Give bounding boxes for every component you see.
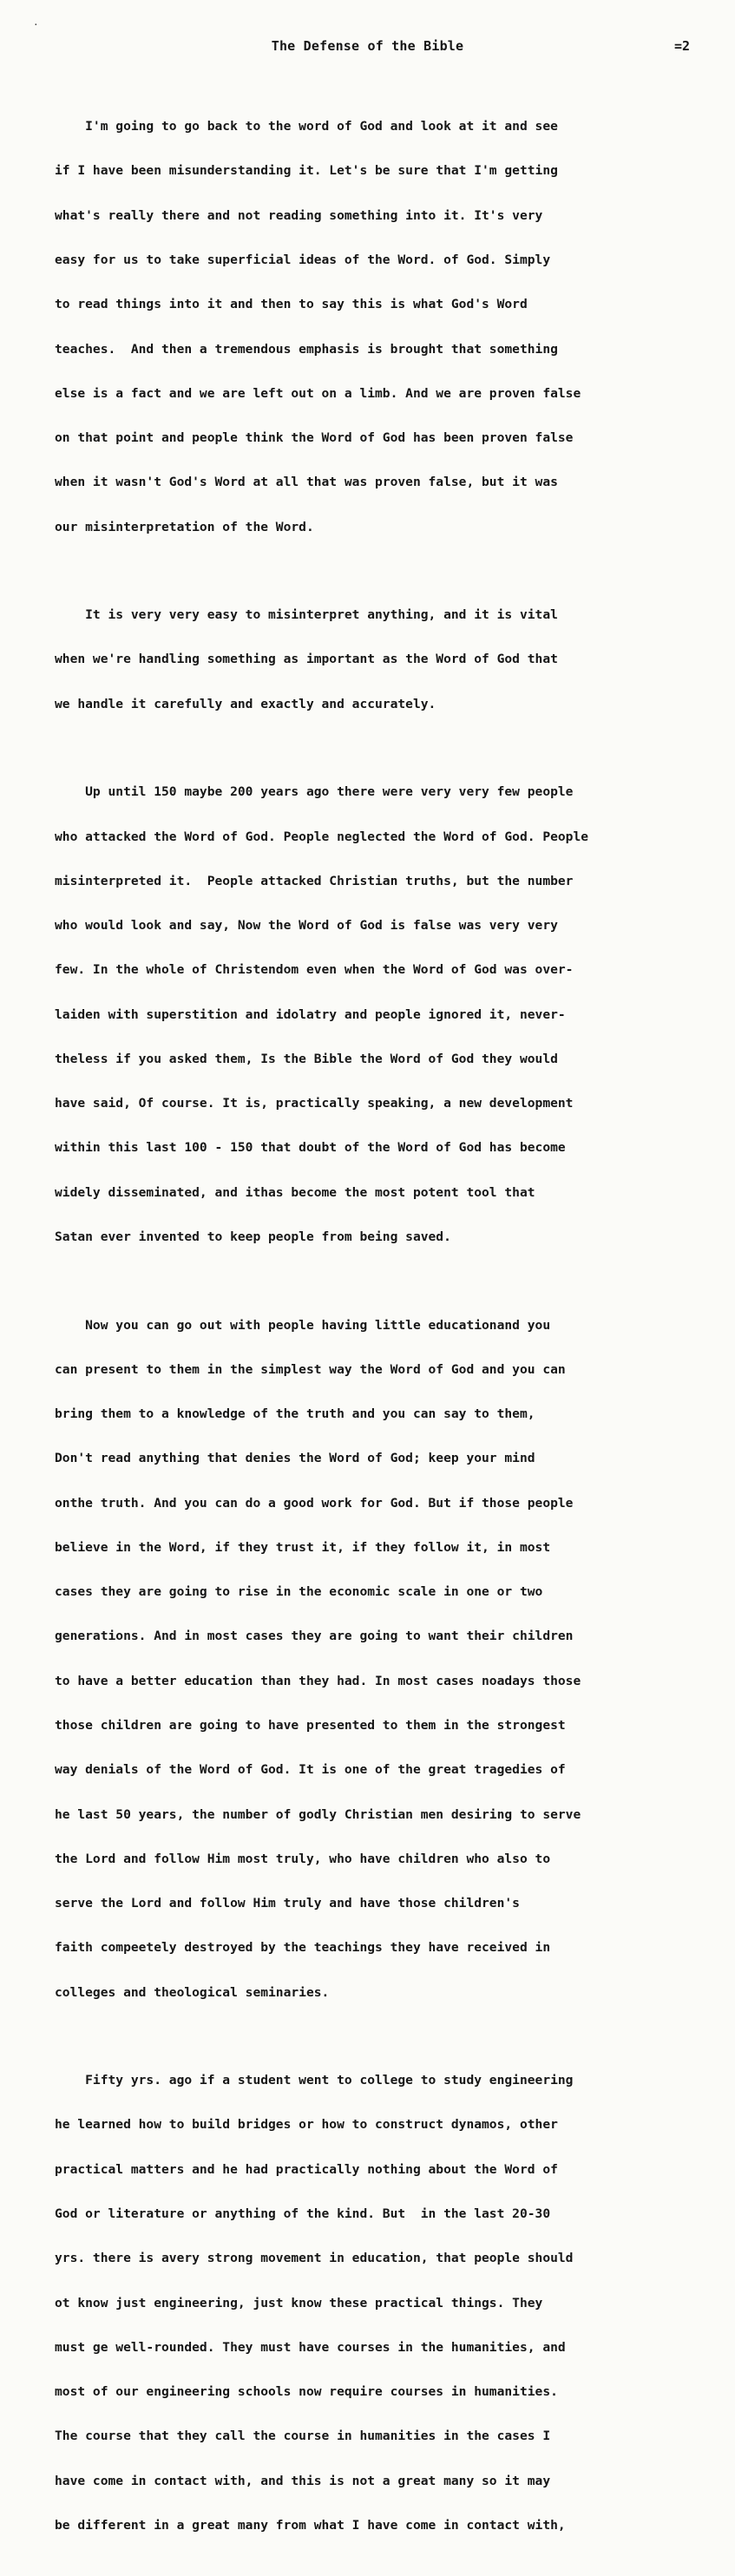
page-number: =2 [673,38,690,54]
text-line: widely disseminated, and ithas become the most potent tool that [55,1184,535,1200]
paragraph-3 [55,755,688,1274]
text-line: he learned how to build bridges or how to construct dynamos, other [55,2117,558,2133]
text-line: must ge well-rounded. They must have courses in the humanities, and [55,2339,566,2355]
text-line: Fifty yrs. ago if a student went to college to study engineering [55,2073,574,2088]
text-line: laiden with superstition and idolatry and people ignored it, never- [55,1006,566,1022]
text-line: faith compeetely destroyed by the teachings they have received in [55,1940,551,1956]
text-line: to have a better education than they had. In most cases noadays those [55,1673,581,1688]
text-line: have come in contact with, and this is not a great many so it may [55,2473,551,2488]
text-line: the Lord and follow Him most truly, who have children who also to [55,1851,551,1866]
text-line: serve the Lord and follow Him truly and have those children's [55,1896,520,1911]
page-speck: · [33,19,39,30]
text-line: can present to them in the simplest way the Word of God and you can [55,1361,566,1377]
text-line: Satan ever invented to keep people from being saved. [55,1229,451,1245]
text-line: generations. And in most cases they are going to want their children [55,1629,574,1644]
text-line: cases they are going to rise in the economic scale in one or two [55,1584,543,1600]
text-line: believe in the Word, if they trust it, if they follow it, in most [55,1539,551,1555]
text-line: Don't read anything that denies the Word of God; keep your mind [55,1451,535,1466]
text-line: what's really there and not reading something into it. It's very [55,207,543,223]
text-line: colleges and theological seminaries. [55,1984,330,2000]
text-line: within this last 100 - 150 that doubt of the Word of God has become [55,1140,566,1156]
text-line: when it wasn't God's Word at all that was proven false, but it was [55,475,558,490]
text-line: way denials of the Word of God. It is one of the great tragedies of [55,1762,566,1778]
text-line: bring them to a knowledge of the truth and you can say to them, [55,1406,535,1422]
text-line: be different in a great many from what I have come in contact with, [55,2518,566,2533]
text-line: few. In the whole of Christendom even when the Word of God was over- [55,962,574,978]
text-line: Up until 150 maybe 200 years ago there were very very few people [55,784,574,800]
text-line: who attacked the Word of God. People neglected the Word of God. People [55,829,589,844]
paragraph-4 [55,1288,688,2029]
text-line: if I have been misunderstanding it. Let's be sure that I'm getting [55,163,558,179]
text-line: It is very very easy to misinterpret anything, and it is vital [55,607,558,623]
text-line: The course that they call the course in humanities in the cases I [55,2429,551,2444]
paragraph-5 [55,2043,688,2562]
text-line: our misinterpretation of the Word. [55,519,314,534]
document-body [55,89,688,2576]
text-line: else is a fact and we are left out on a limb. And we are proven false [55,385,581,401]
text-line: on that point and people think the Word of God has been proven false [55,430,574,446]
paragraph-1 [55,89,688,564]
text-line: yrs. there is avery strong movement in education, that people should [55,2251,574,2266]
text-line: Now you can go out with people having little educationand you [55,1317,551,1333]
text-line: who would look and say, Now the Word of God is false was very very [55,918,558,934]
page-title: The Defense of the Bible [271,38,464,54]
text-line: practical matters and he had practically nothing about the Word of [55,2161,558,2177]
text-line: we handle it carefully and exactly and accurately. [55,696,436,711]
text-line: most of our engineering schools now require courses in humanities. [55,2384,558,2400]
text-line: teaches. And then a tremendous emphasis is brought that something [55,341,558,357]
text-line: theless if you asked them, Is the Bible the Word of God they would [55,1051,558,1066]
text-line: misinterpreted it. People attacked Christian truths, but the number [55,873,574,888]
text-line: ot know just engineering, just know these practical things. They [55,2295,543,2311]
text-line: to read things into it and then to say this is what God's Word [55,297,528,312]
text-line: those children are going to have presented to them in the strongest [55,1718,566,1734]
text-line: he last 50 years, the number of godly Christian men desiring to serve [55,1806,581,1822]
paragraph-2 [55,578,688,741]
text-line: have said, Of course. It is, practically speaking, a new development [55,1096,574,1111]
text-line: onthe truth. And you can do a good work for God. But if those people [55,1495,574,1511]
text-line: God or literature or anything of the kind. But in the last 20-30 [55,2206,551,2222]
text-line: when we're handling something as important as the Word of God that [55,652,558,667]
text-line: easy for us to take superficial ideas of the Word. of God. Simply [55,252,551,268]
text-line: I'm going to go back to the word of God and look at it and see [55,119,558,134]
